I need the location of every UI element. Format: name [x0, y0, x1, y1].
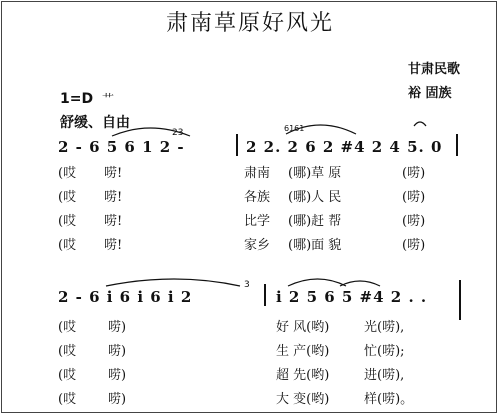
arranger-credit: 裕 固族: [408, 86, 452, 101]
slur-3: [106, 279, 240, 286]
lyric2-line-1d: 光(唠),: [364, 320, 405, 335]
slur-2: [286, 125, 356, 134]
lyric-line-1a: (哎: [58, 166, 77, 181]
lyric2-line-4a: (哎: [58, 392, 77, 407]
lyric2-line-1c: 好 风(哟): [276, 320, 330, 335]
lyric2-line-2c: 生 产(哟): [276, 344, 330, 359]
slur-1: [112, 128, 190, 136]
lyric-line-2d: (哪)人 民: [288, 190, 342, 205]
lyric2-line-1a: (哎: [58, 320, 77, 335]
lyric2-line-1b: 唠): [108, 320, 127, 335]
lyric-line-3a: (哎: [58, 214, 77, 229]
lyric-line-1e: (唠): [402, 166, 426, 181]
lyric2-line-2b: 唠): [108, 344, 127, 359]
lyric2-line-2d: 忙(唠);: [364, 344, 405, 359]
lyric-line-1b: 唠!: [104, 166, 123, 181]
system2-notes-a: 2 - 6 i 6 i 6 i 2: [58, 288, 193, 306]
lyric-line-4d: (哪)面 貌: [288, 238, 342, 253]
lyric-line-4a: (哎: [58, 238, 77, 253]
tempo-marking: 舒缓、自由: [60, 115, 130, 131]
slur-4: [288, 279, 346, 286]
lyric-line-3b: 唠!: [104, 214, 123, 229]
lyric-line-3d: (哪)赶 帮: [288, 214, 342, 229]
system1-notes-a: 2 - 6 5 6 1 2 -: [58, 138, 185, 156]
lyric2-line-3c: 超 先(哟): [276, 368, 330, 383]
system2-grace: 3: [244, 280, 250, 290]
lyric2-line-3b: 唠): [108, 368, 127, 383]
fermata-1: [414, 122, 426, 126]
system1-grace: 23: [172, 128, 184, 138]
lyric2-line-4d: 样(唠)。: [364, 392, 414, 407]
lyric2-line-3d: 进(唠),: [364, 368, 405, 383]
lyric-line-2e: (唠): [402, 190, 426, 205]
lyric-line-4b: 唠!: [104, 238, 123, 253]
system1-grace2: 6161: [284, 124, 305, 133]
lyric2-line-3a: (哎: [58, 368, 77, 383]
lyric2-line-2a: (哎: [58, 344, 77, 359]
lyric-line-3e: (唠): [402, 214, 426, 229]
key-suffix: 艹: [101, 92, 114, 106]
key-label: 1=D: [60, 91, 94, 107]
lyric-line-1d: (哪)草 原: [288, 166, 342, 181]
lyric-line-1c: 肃南: [244, 166, 271, 181]
genre-credit: 甘肃民歌: [408, 62, 461, 77]
lyric2-line-4c: 大 变(哟): [276, 392, 330, 407]
system2-notes-b: i 2 5 6 5 #4 2 . .: [276, 288, 428, 306]
slur-5: [340, 281, 380, 286]
lyric-line-2c: 各族: [244, 190, 271, 205]
lyric-line-4e: (唠): [402, 238, 426, 253]
lyric-line-4c: 家乡: [244, 238, 271, 253]
system1-notes-b: 2 2. 2 6 2 #4 2 4 5. 0: [246, 138, 443, 156]
song-title: 肃南草原好风光: [165, 11, 334, 36]
lyric-line-2a: (哎: [58, 190, 77, 205]
lyric-line-3c: 比学: [244, 214, 271, 229]
lyric2-line-4b: 唠): [108, 392, 127, 407]
lyric-line-2b: 唠!: [104, 190, 123, 205]
